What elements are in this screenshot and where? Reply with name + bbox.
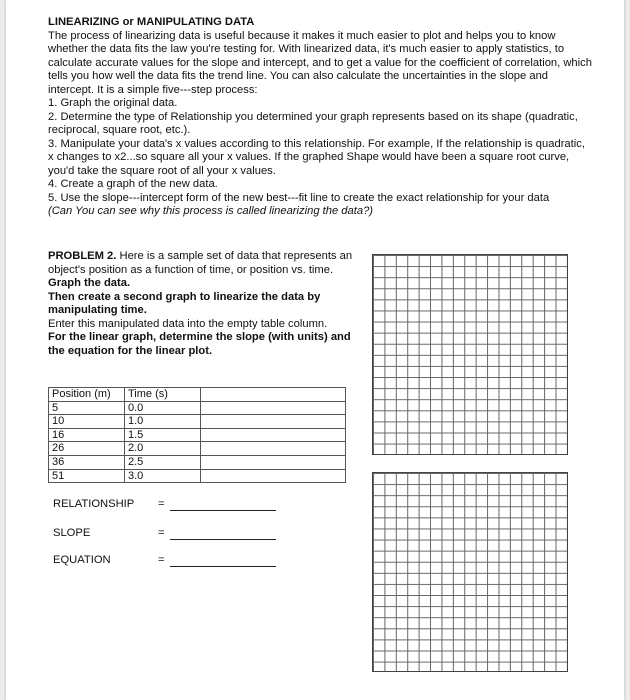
problem-label: PROBLEM 2. <box>48 250 117 262</box>
manipulated-cell[interactable] <box>201 415 346 429</box>
header-manipulated[interactable] <box>201 388 346 402</box>
intro-paragraph: The process of linearizing data is useful because it makes it much easier to plot and helps you to know whether the data fits the law you're testing for. With linearized data, it's much easier to apply statistics, to calculate accurate values for the slope and intercept, and to get a value for the coefficient of correlation, which tells you how well the data fits the trend line. You can also calculate the uncertainties in the slope and intercept. It is a simple five---step process: <box>48 29 592 96</box>
equation-answer-line[interactable] <box>170 566 276 567</box>
relationship-label: RELATIONSHIP <box>53 498 135 510</box>
graph-grid-original[interactable] <box>372 254 568 455</box>
problem-statement <box>48 250 363 277</box>
manipulated-cell[interactable] <box>201 469 346 483</box>
section-title: LINEARIZING or MANIPULATING DATA <box>48 16 255 28</box>
table-row <box>49 469 346 483</box>
time-cell: 0.0 <box>125 401 201 415</box>
instruction-graph: Graph the data. <box>48 277 131 289</box>
manipulated-cell[interactable] <box>201 401 346 415</box>
equals-sign: = <box>158 498 165 510</box>
problem-2-section <box>48 250 363 358</box>
table-row <box>49 415 346 429</box>
position-cell: 16 <box>49 428 125 442</box>
table-row <box>49 401 346 415</box>
time-cell: 2.0 <box>125 442 201 456</box>
step-4: 4. Create a graph of the new data. <box>48 178 218 190</box>
worksheet-page <box>6 0 624 700</box>
header-position: Position (m) <box>49 388 125 402</box>
position-cell: 36 <box>49 455 125 469</box>
step-5: 5. Use the slope---intercept form of the new best---fit line to create the exact relationship for your data <box>48 191 550 204</box>
equation-label: EQUATION <box>53 554 111 566</box>
manipulated-cell[interactable] <box>201 442 346 456</box>
problem-description: Here is a sample set of data that represents an object's position as a function of time, or position vs. time. <box>48 250 353 276</box>
closing-question: (Can You can see why this process is called linearizing the data?) <box>48 205 374 217</box>
position-cell: 5 <box>49 401 125 415</box>
equation-row <box>48 554 288 568</box>
slope-answer-line[interactable] <box>170 539 276 540</box>
table-row <box>49 428 346 442</box>
data-table <box>48 387 346 483</box>
time-cell: 1.5 <box>125 428 201 442</box>
table-row <box>49 442 346 456</box>
step-1: 1. Graph the original data. <box>48 97 178 109</box>
time-cell: 1.0 <box>125 415 201 429</box>
equals-sign: = <box>158 554 165 566</box>
manipulated-cell[interactable] <box>201 428 346 442</box>
header-time: Time (s) <box>125 388 201 402</box>
slope-label: SLOPE <box>53 527 91 539</box>
step-2: 2. Determine the type of Relationship you determined your graph represents based on its shape (quadratic, reciprocal, square root, etc.). <box>48 110 578 136</box>
graph-grid-linearized[interactable] <box>372 472 568 672</box>
position-cell: 10 <box>49 415 125 429</box>
equals-sign: = <box>158 527 165 539</box>
relationship-answer-line[interactable] <box>170 510 276 511</box>
slope-row <box>48 527 288 541</box>
manipulated-cell[interactable] <box>201 455 346 469</box>
intro-section <box>48 16 593 219</box>
step-3: 3. Manipulate your data's x values according to this relationship. For example, If the relationship is quadratic, x changes to x2...so square all your x values. If the graphed Shape would have been a square root curve, you'd take the square root of all your x values. <box>48 137 585 177</box>
instruction-linearize: Then create a second graph to linearize the data by manipulating time. <box>48 290 321 316</box>
table-header-row <box>49 388 346 402</box>
position-cell: 26 <box>49 442 125 456</box>
relationship-row <box>48 498 288 512</box>
instruction-slope: For the linear graph, determine the slope (with units) and the equation for the linear plot. <box>48 331 351 357</box>
time-cell: 2.5 <box>125 455 201 469</box>
position-cell: 51 <box>49 469 125 483</box>
table-row <box>49 455 346 469</box>
instruction-enter: Enter this manipulated data into the empty table column. <box>48 317 328 330</box>
time-cell: 3.0 <box>125 469 201 483</box>
